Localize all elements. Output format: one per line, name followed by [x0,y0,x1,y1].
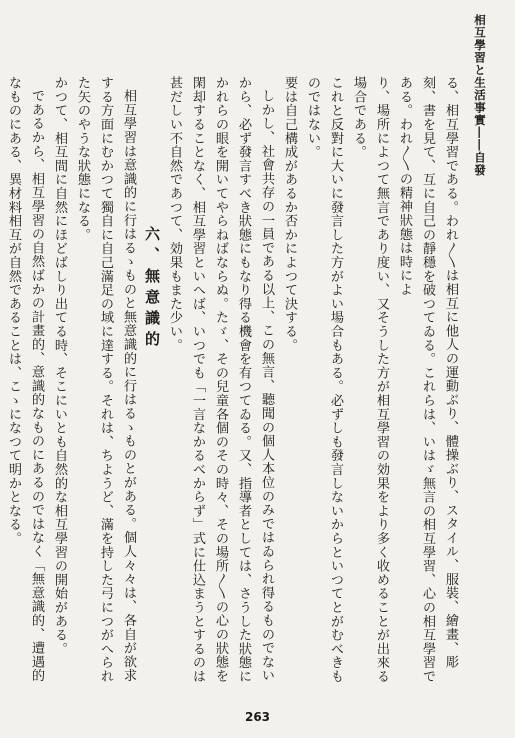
paragraph: 要は自己構成があるか否かによつて決する。 [282,76,297,352]
paragraph: であるから、相互學習の自然ばかの計畫的、意識的なものにあるのではなく「無意識的、遭遇的なものにある、異材料相互が自然であることは、こゝになつて明かとなる。 [6,76,44,683]
section-heading: 六、無意識的 [143,226,161,352]
paragraph: これと反對に大いに發言した方がよい場合もある。必ずしも發言しないからといつてとがむべきものではない。 [305,76,343,684]
paragraph: り、場所によつて無言であり度い、又そうした方が相互學習の効果をより多く收めることが出來る場合である。 [351,76,389,684]
body-text [6,76,462,696]
paragraph: 相互學習は意識的に行はるゝものと無意識的に行はるゝものとがある。個人々々は、各自が欲求する方面にむかつて獨自に自己滿足の域に達する。それは、ちようど、滿を持した弓につがへられた矢のやうな狀態になる。 [75,76,136,684]
paragraph: る、相互學習である。われ〳〵は相互に他人の運動ぶり、體操ぶり、スタイル、服裝、繪畫、彫刻、書を見て、互に自己の靜穩を破つてゐる。これらは、いはゞ無言の相互學習、心の相互學習である。われ〳〵の精神狀態は時によ [397,76,458,684]
paragraph [0,76,2,696]
paragraph: かつて、相互間に自然にほどばしり出てる時、そこにいとも自然的な相互學習の開始がある。 [52,76,67,656]
page-number: 263 [244,710,271,724]
running-head: 相互學習と生活事實――自發 [473,14,487,177]
paragraph: しかし、社會共存の一員である以上、この無言、聽聞の個人本位のみではゐられ得るものでないから、必ず發言すべき狀態にもなり得る機會を有つてゐる。又、指導者としては、さうした狀態にかれらの眼を開いてやらねばならぬ。たゞ、その兒童各個のその時々、その場所〳〵の心の狀態を閑却することなく、相互學習といへば、いつでも「一言なかるべからず」式に仕込まうとするのは甚だしい不自然であつて、効果もまた少い。 [167,76,274,684]
